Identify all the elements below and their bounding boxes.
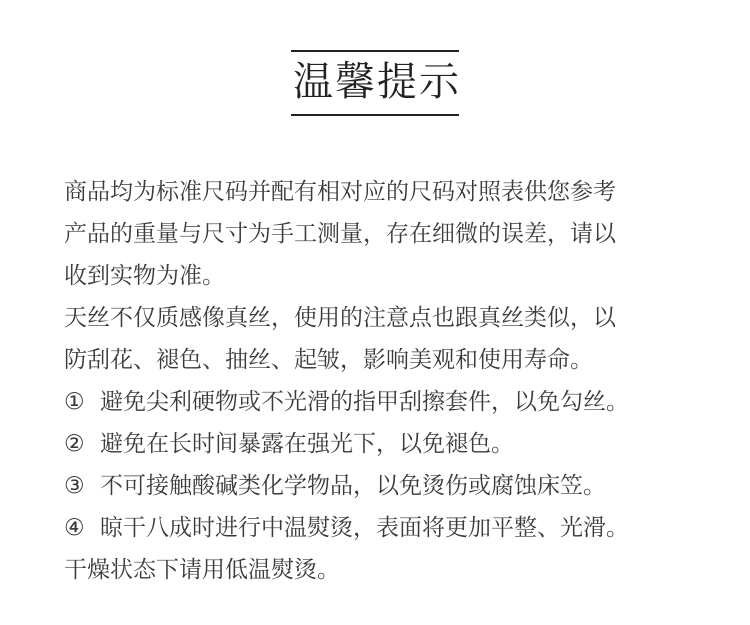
- item-number: ②: [64, 431, 85, 457]
- item-text: 晾干八成时进行中温熨烫，表面将更加平整、光滑。: [100, 515, 629, 541]
- title-frame: [291, 50, 459, 116]
- list-item: [64, 423, 694, 465]
- item-number: ④: [64, 515, 85, 541]
- item-text: 不可接触酸碱类化学物品，以免烫伤或腐蚀床笠。: [100, 473, 606, 499]
- text-line: 收到实物为准。: [64, 263, 225, 289]
- list-item: [64, 465, 694, 507]
- item-text: 避免在长时间暴露在强光下，以免褪色。: [100, 431, 514, 457]
- text-line: 产品的重量与尺寸为手工测量，存在细微的误差，请以: [64, 221, 616, 247]
- page-title: 温馨提示: [293, 59, 461, 105]
- list-item: [64, 507, 694, 549]
- title-block: [0, 50, 750, 116]
- notice-content: [64, 171, 694, 591]
- item-number: ③: [64, 473, 85, 499]
- list-item: [64, 381, 694, 423]
- text-line: 商品均为标准尺码并配有相对应的尺码对照表供您参考: [64, 179, 616, 205]
- text-line: 天丝不仅质感像真丝，使用的注意点也跟真丝类似，以: [64, 305, 616, 331]
- item-number: ①: [64, 389, 85, 415]
- closing-line: 干燥状态下请用低温熨烫。: [64, 557, 340, 583]
- item-text: 避免尖利硬物或不光滑的指甲刮擦套件，以免勾丝。: [100, 389, 629, 415]
- text-line: 防刮花、褪色、抽丝、起皱，影响美观和使用寿命。: [64, 347, 593, 373]
